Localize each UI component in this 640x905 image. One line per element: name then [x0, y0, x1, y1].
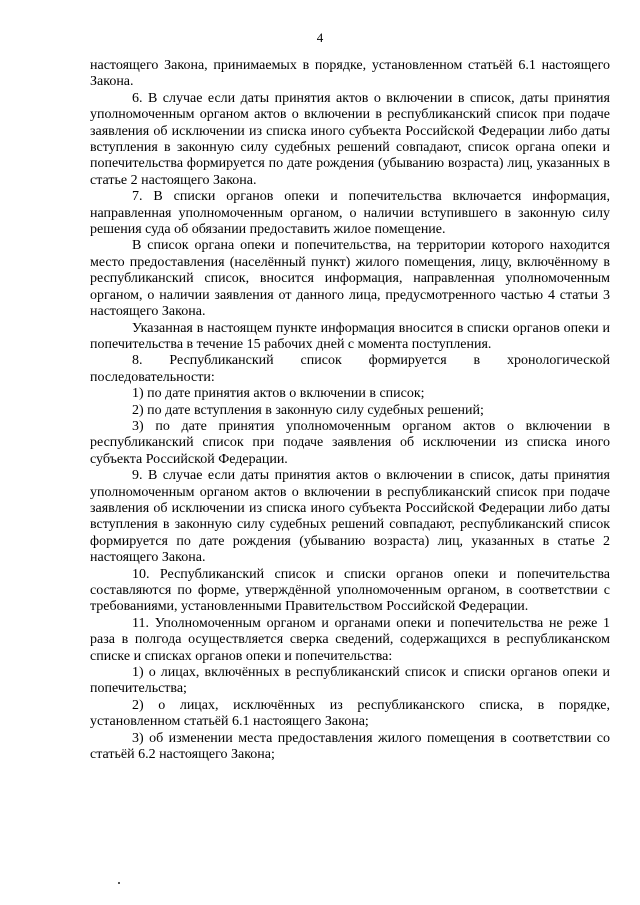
paragraph-item-11-subitem-1: 1) о лицах, включённых в республиканский список и списки органов опеки и попечительства; [90, 665, 610, 697]
paragraph-item-9: 9. В случае если даты принятия актов о включении в список, даты принятия уполномоченным органом актов о включении в республиканский список при подаче заявления об исключении из списка иного субъекта Российской Федерации либо даты вступления в законную силу судебных решений совпадают, республиканский список формируется по дате рождения (убыванию возраста) лиц, указанных в статье 2 настоящего Закона. [90, 468, 610, 566]
paragraph-item-8-subitem-2: 2) по дате вступления в законную силу судебных решений; [132, 402, 484, 418]
paragraph-item-7-part-2: В список органа опеки и попечительства, на территории которого находится место предоставления (населённый пункт) жилого помещения, лицу, включённому в республиканский список, вносится информация, направленная уполномоченным органом, о наличии заявления от данного лица, предусмотренного частью 4 статьи 3 настоящего Закона. [90, 238, 610, 320]
paragraph-item-11-subitem-3: 3) об изменении места предоставления жилого помещения в соответствии со статьёй 6.2 настоящего Закона; [90, 730, 610, 763]
page-number: 4 [316, 30, 324, 45]
paragraph-item-8-subitem-1: 1) по дате принятия актов о включении в список; [132, 386, 425, 402]
document-body [90, 58, 610, 763]
paragraph-continuation: настоящего Закона, принимаемых в порядке, установленном статьёй 6.1 настоящего Закона. [90, 58, 610, 90]
paragraph-item-7: 7. В списки органов опеки и попечительства включается информация, направленная уполномоченным органом, о наличии вступившего в законную силу решения суда об обязании предоставить жилое помещение. [90, 189, 610, 238]
paragraph-item-7-part-3: Указанная в настоящем пункте информация вносится в списки органов опеки и попечительства в течение 15 рабочих дней с момента поступления. [90, 320, 610, 352]
scan-dot-mark [118, 882, 120, 884]
paragraph-item-11-subitem-2: 2) о лицах, исключённых из республиканского списка, в порядке, установленном статьёй 6.1 настоящего Закона; [90, 697, 610, 730]
paragraph-item-6: 6. В случае если даты принятия актов о включении в список, даты принятия уполномоченным органом актов о включении в республиканский список при подаче заявления об исключении из списка иного субъекта Российской Федерации либо даты вступления в законную силу судебных решений совпадают, список органа опеки и попечительства формируется по дате рождения (убыванию возраста) лиц, указанных в статье 2 настоящего Закона. [90, 90, 610, 188]
paragraph-item-11: 11. Уполномоченным органом и органами опеки и попечительства не реже 1 раза в полгода осуществляется сверка сведений, содержащихся в республиканском списке и списках органов опеки и попечительства: [90, 615, 610, 664]
paragraph-item-10: 10. Республиканский список и списки органов опеки и попечительства составляются по форме, утверждённой уполномоченным органом, в соответствии с требованиями, установленными Правительством Российской Федерации. [90, 566, 610, 615]
paragraph-item-8: 8. Республиканский список формируется в хронологической последовательности: [90, 353, 610, 385]
paragraph-item-8-subitem-3: 3) по дате принятия уполномоченным органом актов о включении в республиканский список при подаче заявления об исключении из списка иного субъекта Российской Федерации. [90, 418, 610, 467]
